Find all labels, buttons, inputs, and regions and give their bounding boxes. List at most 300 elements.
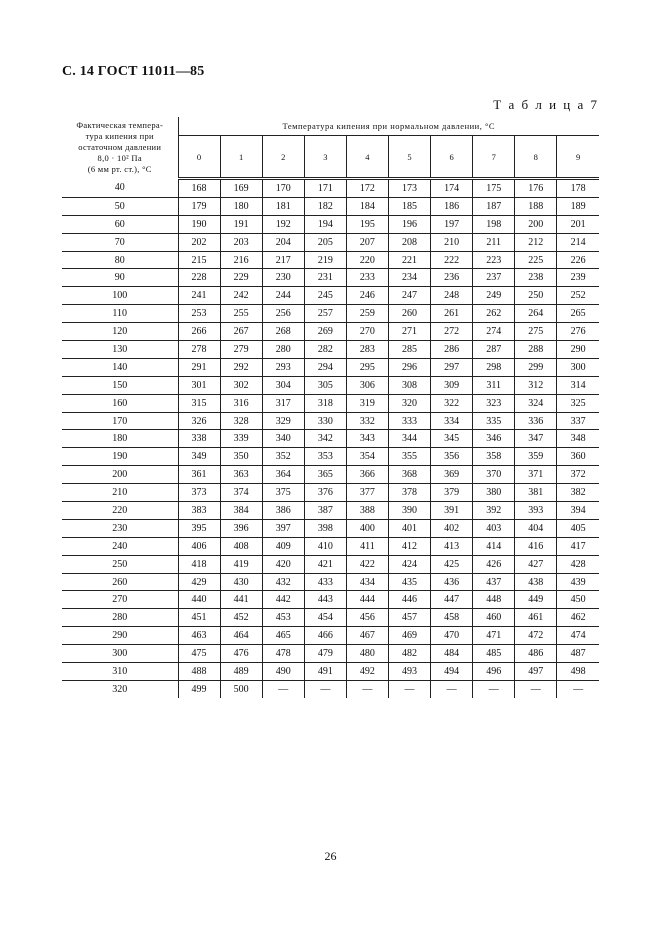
table-cell: 220 <box>346 251 388 269</box>
table-cell: 419 <box>220 555 262 573</box>
table-cell: 290 <box>557 341 599 359</box>
table-cell: 325 <box>557 394 599 412</box>
table-row <box>62 323 599 341</box>
row-label: 130 <box>62 341 178 359</box>
column-header: 6 <box>431 136 473 179</box>
table-cell: 458 <box>431 609 473 627</box>
row-label: 320 <box>62 680 178 697</box>
table-cell: 428 <box>557 555 599 573</box>
table-cell: 279 <box>220 341 262 359</box>
table-cell: 463 <box>178 627 220 645</box>
page-number: 26 <box>324 849 337 863</box>
row-label: 280 <box>62 609 178 627</box>
table-cell: 179 <box>178 197 220 215</box>
table-cell: 241 <box>178 287 220 305</box>
table-cell: 432 <box>262 573 304 591</box>
table-cell: 371 <box>515 466 557 484</box>
table-cell: 409 <box>262 537 304 555</box>
table-cell: 336 <box>515 412 557 430</box>
table-cell: 422 <box>346 555 388 573</box>
table-cell: 238 <box>515 269 557 287</box>
table-cell: 489 <box>220 663 262 681</box>
table-cell: 272 <box>431 323 473 341</box>
table-cell: 474 <box>557 627 599 645</box>
column-group-header: Температура кипения при нормальном давлении, °С <box>178 117 599 136</box>
table-cell: 347 <box>515 430 557 448</box>
table-cell: 414 <box>473 537 515 555</box>
table-cell: 470 <box>431 627 473 645</box>
table-row <box>62 394 599 412</box>
table-cell: 421 <box>304 555 346 573</box>
table-cell: 343 <box>346 430 388 448</box>
row-label: 140 <box>62 358 178 376</box>
table-cell: — <box>431 680 473 697</box>
table-cell: 440 <box>178 591 220 609</box>
row-label: 160 <box>62 394 178 412</box>
table-cell: 344 <box>388 430 430 448</box>
table-cell: 188 <box>515 197 557 215</box>
column-header: 5 <box>388 136 430 179</box>
table-cell: 267 <box>220 323 262 341</box>
table-cell: 210 <box>431 233 473 251</box>
table-cell: 379 <box>431 484 473 502</box>
table-cell: 192 <box>262 215 304 233</box>
table-cell: 282 <box>304 341 346 359</box>
table-cell: 268 <box>262 323 304 341</box>
column-header: 9 <box>557 136 599 179</box>
stub-header-line: (6 мм рт. ст.), °С <box>87 164 152 175</box>
table-cell: 427 <box>515 555 557 573</box>
row-label: 150 <box>62 376 178 394</box>
table-cell: 393 <box>515 502 557 520</box>
table-row <box>62 591 599 609</box>
table-cell: 204 <box>262 233 304 251</box>
table-cell: 259 <box>346 305 388 323</box>
table-cell: 488 <box>178 663 220 681</box>
table-row <box>62 448 599 466</box>
table-cell: 198 <box>473 215 515 233</box>
table-cell: 236 <box>431 269 473 287</box>
table-cell: 252 <box>557 287 599 305</box>
table-cell: 170 <box>262 179 304 198</box>
table-cell: 378 <box>388 484 430 502</box>
row-label: 220 <box>62 502 178 520</box>
table-cell: 449 <box>515 591 557 609</box>
table-cell: 386 <box>262 502 304 520</box>
table-cell: 418 <box>178 555 220 573</box>
table-cell: 395 <box>178 519 220 537</box>
table-cell: 467 <box>346 627 388 645</box>
table-cell: 299 <box>515 358 557 376</box>
stub-header-line: остаточном давлении <box>78 142 162 153</box>
row-label: 40 <box>62 179 178 198</box>
table-cell: 454 <box>304 609 346 627</box>
table-cell: 493 <box>388 663 430 681</box>
table-cell: 416 <box>515 537 557 555</box>
table-cell: 271 <box>388 323 430 341</box>
table-cell: 496 <box>473 663 515 681</box>
row-label: 300 <box>62 645 178 663</box>
table-cell: 434 <box>346 573 388 591</box>
table-cell: — <box>346 680 388 697</box>
table-cell: 269 <box>304 323 346 341</box>
table-cell: 172 <box>346 179 388 198</box>
table-cell: 202 <box>178 233 220 251</box>
table-cell: 452 <box>220 609 262 627</box>
table-row <box>62 609 599 627</box>
table-cell: 324 <box>515 394 557 412</box>
table-cell: 239 <box>557 269 599 287</box>
table-cell: 410 <box>304 537 346 555</box>
table-row <box>62 287 599 305</box>
table-cell: 348 <box>557 430 599 448</box>
table-cell: 398 <box>304 519 346 537</box>
table-cell: 353 <box>304 448 346 466</box>
table-cell: 178 <box>557 179 599 198</box>
table-cell: — <box>304 680 346 697</box>
table-cell: 429 <box>178 573 220 591</box>
table-cell: 301 <box>178 376 220 394</box>
table-cell: 315 <box>178 394 220 412</box>
table-cell: 461 <box>515 609 557 627</box>
table-row <box>62 233 599 251</box>
stub-header-line: 8,0 · 10² Па <box>97 153 142 164</box>
table-cell: 382 <box>557 484 599 502</box>
table-cell: 500 <box>220 680 262 697</box>
table-cell: 498 <box>557 663 599 681</box>
table-cell: 456 <box>346 609 388 627</box>
table-cell: 396 <box>220 519 262 537</box>
table-cell: 373 <box>178 484 220 502</box>
table-cell: 441 <box>220 591 262 609</box>
table-cell: 292 <box>220 358 262 376</box>
table-cell: 442 <box>262 591 304 609</box>
table-cell: 352 <box>262 448 304 466</box>
row-label: 240 <box>62 537 178 555</box>
row-label: 260 <box>62 573 178 591</box>
table-cell: 318 <box>304 394 346 412</box>
row-label: 250 <box>62 555 178 573</box>
table-cell: 308 <box>388 376 430 394</box>
stub-header-line: Фактическая темпера- <box>76 120 164 131</box>
row-label: 290 <box>62 627 178 645</box>
row-label: 60 <box>62 215 178 233</box>
table-row <box>62 555 599 573</box>
table-cell: 462 <box>557 609 599 627</box>
table-row <box>62 341 599 359</box>
table-row <box>62 179 599 198</box>
table-cell: 222 <box>431 251 473 269</box>
table-cell: 226 <box>557 251 599 269</box>
table-cell: 439 <box>557 573 599 591</box>
table-cell: 191 <box>220 215 262 233</box>
table-cell: 494 <box>431 663 473 681</box>
column-header: 0 <box>178 136 220 179</box>
table-cell: 175 <box>473 179 515 198</box>
table-cell: 322 <box>431 394 473 412</box>
table-cell: 306 <box>346 376 388 394</box>
table-cell: 451 <box>178 609 220 627</box>
table-cell: 215 <box>178 251 220 269</box>
table-cell: 457 <box>388 609 430 627</box>
table-cell: 390 <box>388 502 430 520</box>
table-cell: 376 <box>304 484 346 502</box>
table-cell: 203 <box>220 233 262 251</box>
table-cell: 381 <box>515 484 557 502</box>
row-label: 230 <box>62 519 178 537</box>
table-cell: 309 <box>431 376 473 394</box>
table-cell: 231 <box>304 269 346 287</box>
table-cell: 314 <box>557 376 599 394</box>
table-cell: 412 <box>388 537 430 555</box>
table-cell: 311 <box>473 376 515 394</box>
table-cell: 370 <box>473 466 515 484</box>
table-cell: 369 <box>431 466 473 484</box>
table-cell: 400 <box>346 519 388 537</box>
table-cell: 237 <box>473 269 515 287</box>
table-cell: 443 <box>304 591 346 609</box>
table-cell: 335 <box>473 412 515 430</box>
table-cell: 363 <box>220 466 262 484</box>
table-cell: 212 <box>515 233 557 251</box>
table-cell: 256 <box>262 305 304 323</box>
table-cell: 360 <box>557 448 599 466</box>
stub-header-line: тура кипения при <box>85 131 154 142</box>
table-cell: 337 <box>557 412 599 430</box>
table-cell: 286 <box>431 341 473 359</box>
table-cell: 404 <box>515 519 557 537</box>
table-cell: 397 <box>262 519 304 537</box>
table-cell: 475 <box>178 645 220 663</box>
row-label: 190 <box>62 448 178 466</box>
row-label: 120 <box>62 323 178 341</box>
table-cell: 312 <box>515 376 557 394</box>
table-cell: 466 <box>304 627 346 645</box>
row-label: 100 <box>62 287 178 305</box>
table-cell: 355 <box>388 448 430 466</box>
table-cell: 190 <box>178 215 220 233</box>
table-cell: 438 <box>515 573 557 591</box>
table-cell: 417 <box>557 537 599 555</box>
row-label: 180 <box>62 430 178 448</box>
table-cell: 246 <box>346 287 388 305</box>
table-cell: 260 <box>388 305 430 323</box>
table-cell: 350 <box>220 448 262 466</box>
table-cell: 280 <box>262 341 304 359</box>
table-head <box>62 117 599 179</box>
table-cell: 320 <box>388 394 430 412</box>
table-cell: 408 <box>220 537 262 555</box>
table-cell: 275 <box>515 323 557 341</box>
table-cell: 499 <box>178 680 220 697</box>
table-cell: 464 <box>220 627 262 645</box>
table-cell: 413 <box>431 537 473 555</box>
table-cell: 472 <box>515 627 557 645</box>
table-cell: 326 <box>178 412 220 430</box>
table-cell: 181 <box>262 197 304 215</box>
table-cell: 375 <box>262 484 304 502</box>
table-cell: 265 <box>557 305 599 323</box>
row-label: 310 <box>62 663 178 681</box>
table-cell: 211 <box>473 233 515 251</box>
table-body <box>62 179 599 698</box>
table-cell: 283 <box>346 341 388 359</box>
table-cell: 316 <box>220 394 262 412</box>
row-label: 50 <box>62 197 178 215</box>
table-cell: 433 <box>304 573 346 591</box>
table-cell: 184 <box>346 197 388 215</box>
table-cell: 435 <box>388 573 430 591</box>
table-cell: 219 <box>304 251 346 269</box>
row-label: 270 <box>62 591 178 609</box>
table-row <box>62 251 599 269</box>
table-cell: 189 <box>557 197 599 215</box>
table-cell: 346 <box>473 430 515 448</box>
table-cell: 182 <box>304 197 346 215</box>
table-cell: 296 <box>388 358 430 376</box>
table-cell: 384 <box>220 502 262 520</box>
table-cell: 270 <box>346 323 388 341</box>
table-cell: 453 <box>262 609 304 627</box>
column-header: 2 <box>262 136 304 179</box>
table-cell: 207 <box>346 233 388 251</box>
column-header: 7 <box>473 136 515 179</box>
table-row <box>62 645 599 663</box>
table-cell: 411 <box>346 537 388 555</box>
table-cell: 469 <box>388 627 430 645</box>
table-cell: — <box>262 680 304 697</box>
table-row <box>62 197 599 215</box>
column-header: 1 <box>220 136 262 179</box>
table-cell: 317 <box>262 394 304 412</box>
table-row <box>62 466 599 484</box>
table-cell: 278 <box>178 341 220 359</box>
table-cell: 244 <box>262 287 304 305</box>
table-cell: 261 <box>431 305 473 323</box>
table-cell: 402 <box>431 519 473 537</box>
table-row <box>62 519 599 537</box>
table-cell: 205 <box>304 233 346 251</box>
table-cell: 300 <box>557 358 599 376</box>
table-row <box>62 358 599 376</box>
table-cell: 480 <box>346 645 388 663</box>
row-label: 80 <box>62 251 178 269</box>
table-cell: 233 <box>346 269 388 287</box>
table-cell: 329 <box>262 412 304 430</box>
table-cell: 208 <box>388 233 430 251</box>
table-cell: — <box>473 680 515 697</box>
table-cell: 359 <box>515 448 557 466</box>
row-label: 170 <box>62 412 178 430</box>
table-cell: 368 <box>388 466 430 484</box>
table-cell: 406 <box>178 537 220 555</box>
table-cell: 276 <box>557 323 599 341</box>
table-cell: 342 <box>304 430 346 448</box>
table-cell: 185 <box>388 197 430 215</box>
table-cell: 372 <box>557 466 599 484</box>
table-cell: 377 <box>346 484 388 502</box>
table-cell: 476 <box>220 645 262 663</box>
table-cell: 176 <box>515 179 557 198</box>
table-cell: 288 <box>515 341 557 359</box>
table-cell: 330 <box>304 412 346 430</box>
table-cell: 478 <box>262 645 304 663</box>
table-cell: 361 <box>178 466 220 484</box>
table-cell: 297 <box>431 358 473 376</box>
table-cell: 221 <box>388 251 430 269</box>
table-cell: 274 <box>473 323 515 341</box>
table-cell: 387 <box>304 502 346 520</box>
table-cell: 345 <box>431 430 473 448</box>
table-cell: 323 <box>473 394 515 412</box>
table-cell: 217 <box>262 251 304 269</box>
table-cell: 230 <box>262 269 304 287</box>
table-cell: 249 <box>473 287 515 305</box>
table-cell: 354 <box>346 448 388 466</box>
table-cell: 333 <box>388 412 430 430</box>
table-cell: 394 <box>557 502 599 520</box>
table-cell: 294 <box>304 358 346 376</box>
table-cell: 403 <box>473 519 515 537</box>
table-cell: 487 <box>557 645 599 663</box>
table-row <box>62 430 599 448</box>
table-cell: 200 <box>515 215 557 233</box>
table-row <box>62 663 599 681</box>
table-cell: 424 <box>388 555 430 573</box>
table-cell: 358 <box>473 448 515 466</box>
table-cell: 293 <box>262 358 304 376</box>
table-cell: 295 <box>346 358 388 376</box>
table-cell: 223 <box>473 251 515 269</box>
table-cell: 262 <box>473 305 515 323</box>
table-cell: 248 <box>431 287 473 305</box>
row-label: 70 <box>62 233 178 251</box>
table-cell: 486 <box>515 645 557 663</box>
table-cell: 186 <box>431 197 473 215</box>
table-cell: 194 <box>304 215 346 233</box>
table-cell: 328 <box>220 412 262 430</box>
table-cell: 187 <box>473 197 515 215</box>
table-cell: 257 <box>304 305 346 323</box>
table-cell: 446 <box>388 591 430 609</box>
table-row <box>62 215 599 233</box>
table-cell: 305 <box>304 376 346 394</box>
stub-header <box>62 117 178 179</box>
table-cell: 304 <box>262 376 304 394</box>
table-cell: 482 <box>388 645 430 663</box>
table-cell: 171 <box>304 179 346 198</box>
table-cell: 340 <box>262 430 304 448</box>
table-cell: 298 <box>473 358 515 376</box>
column-header: 8 <box>515 136 557 179</box>
table-cell: 450 <box>557 591 599 609</box>
table-cell: 247 <box>388 287 430 305</box>
table-cell: 437 <box>473 573 515 591</box>
table-cell: 490 <box>262 663 304 681</box>
table-cell: 180 <box>220 197 262 215</box>
table-cell: 401 <box>388 519 430 537</box>
table-cell: 420 <box>262 555 304 573</box>
table-cell: 225 <box>515 251 557 269</box>
document-header: С. 14 ГОСТ 11011—85 <box>62 64 205 79</box>
table-cell: 365 <box>304 466 346 484</box>
table-cell: 242 <box>220 287 262 305</box>
row-label: 90 <box>62 269 178 287</box>
table-cell: 383 <box>178 502 220 520</box>
table-cell: 447 <box>431 591 473 609</box>
table-cell: 287 <box>473 341 515 359</box>
table-cell: 391 <box>431 502 473 520</box>
